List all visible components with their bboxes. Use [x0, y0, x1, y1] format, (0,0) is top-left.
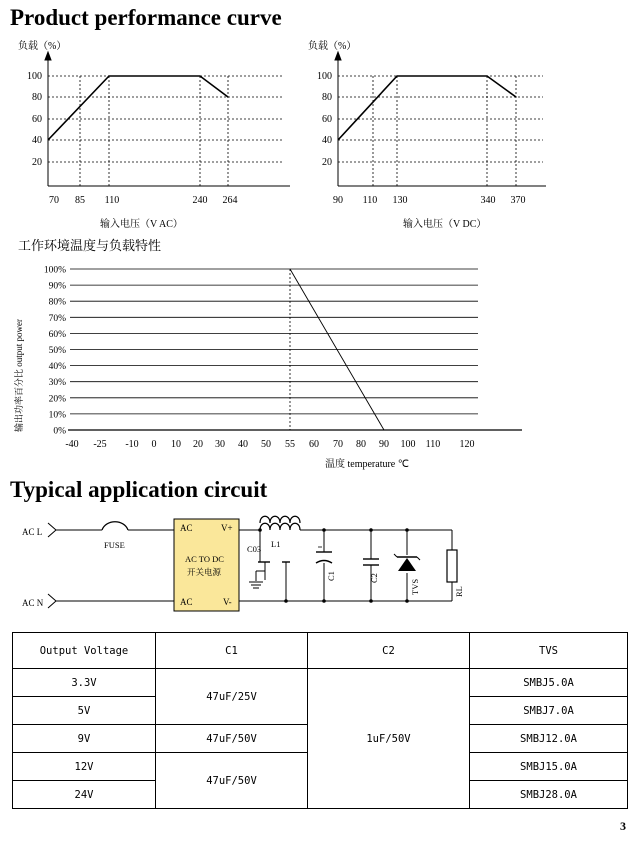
module-name-2: 开关电源	[187, 567, 222, 577]
dc-y-tick: 80	[322, 92, 332, 103]
module-vminus: V-	[223, 597, 232, 607]
table-header-cell: C1	[156, 633, 308, 669]
derating-x-tick: 0	[151, 439, 157, 450]
derating-y-tick: 100%	[43, 265, 66, 276]
ac-load-chart	[0, 30, 320, 240]
ac-chart-grid	[48, 76, 282, 186]
c03-label: C03	[247, 544, 262, 554]
derating-x-tick: 50	[261, 439, 271, 450]
circuit-junctions	[258, 528, 409, 603]
voltage-cell: 3.3V	[13, 669, 156, 697]
derating-x-tick: 30	[215, 439, 225, 450]
derating-x-tick: 120	[459, 439, 475, 450]
fuse-symbol	[102, 522, 128, 530]
derating-y-tick: 30%	[48, 378, 66, 389]
dc-chart-xlabel: 输入电压（V DC）	[403, 219, 487, 230]
table-header-row	[13, 633, 628, 669]
circuit-section-title: Typical application circuit	[10, 477, 268, 502]
module-vplus: V+	[221, 523, 233, 533]
table-row	[13, 669, 628, 697]
derating-x-tick: 110	[425, 439, 441, 450]
derating-y-tick: 20%	[48, 394, 66, 405]
dc-y-tick: 60	[322, 114, 332, 125]
page-number: 3	[620, 819, 626, 833]
dc-x-tick: 370	[510, 195, 526, 206]
derating-y-tick: 50%	[48, 346, 66, 356]
dc-load-curve	[338, 76, 516, 140]
c1-cell: 47uF/25V	[156, 669, 308, 725]
table-header-cell: TVS	[470, 633, 628, 669]
dc-x-tick: 110	[362, 195, 378, 206]
derating-chart-y-ticks	[44, 266, 66, 437]
derating-y-tick: 10%	[48, 410, 66, 421]
dc-load-chart	[300, 30, 620, 240]
derating-x-tick: 20	[193, 439, 203, 450]
load-resistor-symbol	[447, 550, 457, 582]
c2-capacitor-symbol	[363, 559, 379, 565]
ac-y-tick: 20	[32, 157, 42, 168]
dc-x-tick: 340	[480, 195, 496, 206]
acl-label: AC L	[22, 527, 43, 537]
ground-icon	[249, 582, 263, 588]
dc-y-tick: 40	[322, 135, 332, 146]
derating-chart-xlabel: 温度 temperature ℃	[325, 459, 409, 470]
derating-x-tick: 40	[238, 439, 248, 450]
tvs-cell: SMBJ5.0A	[470, 669, 628, 697]
acn-label: AC N	[22, 598, 44, 608]
ac-x-tick: 85	[75, 195, 85, 206]
derating-x-tick: -40	[65, 439, 79, 450]
tvs-diode-symbol	[394, 554, 420, 571]
dc-y-tick: 20	[322, 157, 332, 168]
ac-y-tick: 100	[27, 71, 42, 82]
dc-x-tick: 130	[392, 195, 408, 206]
tvs-cell: SMBJ15.0A	[470, 753, 628, 781]
derating-x-tick: 100	[400, 439, 416, 450]
ac-y-tick: 40	[32, 135, 42, 146]
c2-cell: 1uF/50V	[308, 669, 470, 809]
derating-chart-ylabel: 输出功率百分比 output power	[14, 319, 24, 432]
voltage-cell: 12V	[13, 753, 156, 781]
component-table	[12, 632, 628, 809]
ac-x-tick: 70	[49, 195, 59, 206]
table-header-cell: C2	[308, 633, 470, 669]
ac-x-tick: 110	[104, 195, 120, 206]
derating-x-tick: 10	[171, 439, 181, 450]
tvs-cell: SMBJ28.0A	[470, 781, 628, 809]
voltage-cell: 9V	[13, 725, 156, 753]
dc-chart-x-ticks	[333, 195, 526, 206]
derating-y-tick: 80%	[48, 297, 66, 308]
module-ac-bottom: AC	[180, 597, 193, 607]
voltage-cell: 24V	[13, 781, 156, 809]
derating-x-tick: 80	[356, 439, 366, 450]
derating-x-tick: 70	[333, 439, 343, 450]
derating-y-tick: 40%	[48, 362, 66, 373]
c1-cell: 47uF/50V	[156, 753, 308, 809]
derating-y-tick: 0%	[53, 426, 66, 437]
ac-load-curve	[48, 76, 228, 140]
performance-section-title: Product performance curve	[10, 5, 282, 30]
c2-label: C2	[369, 573, 379, 583]
tvs-cell: SMBJ12.0A	[470, 725, 628, 753]
fuse-label: FUSE	[104, 540, 125, 550]
application-circuit-diagram	[0, 505, 640, 625]
ac-chart-xlabel: 输入电压（V AC）	[100, 219, 183, 230]
ac-chart-y-ticks	[27, 71, 42, 168]
dc-chart-grid	[338, 76, 543, 186]
ac-chart-ylabel: 负载（%）	[18, 41, 67, 52]
dc-chart-ylabel: 负载（%）	[308, 41, 357, 52]
derating-x-tick: -25	[93, 439, 107, 450]
module-name-1: AC TO DC	[185, 554, 224, 564]
ac-x-tick: 264	[222, 195, 238, 206]
derating-x-tick: -10	[125, 439, 139, 450]
ac-chart-x-ticks	[49, 195, 238, 206]
voltage-cell: 5V	[13, 697, 156, 725]
c1-label: C1	[326, 571, 336, 581]
tvs-label: TVS	[410, 578, 420, 595]
derating-y-tick: 60%	[48, 329, 66, 340]
derating-chart-title: 工作环境温度与负载特性	[18, 238, 162, 253]
derating-x-tick: 90	[379, 439, 389, 450]
derating-x-tick: 55	[285, 439, 295, 450]
l1-label: L1	[271, 539, 281, 549]
dc-chart-y-ticks	[317, 71, 332, 168]
module-ac-top: AC	[180, 523, 193, 533]
derating-x-tick: 60	[309, 439, 319, 450]
c1-cell: 47uF/50V	[156, 725, 308, 753]
tvs-cell: SMBJ7.0A	[470, 697, 628, 725]
derating-chart-grid	[70, 269, 478, 430]
ac-y-tick: 80	[32, 92, 42, 103]
ac-y-tick: 60	[32, 114, 42, 125]
ac-x-tick: 240	[192, 195, 208, 206]
rl-label: RL	[454, 586, 464, 597]
inductor-l1-symbol	[260, 516, 300, 530]
derating-chart-x-ticks	[65, 439, 474, 450]
input-arrows	[48, 523, 56, 608]
table-header-cell: Output Voltage	[13, 633, 156, 669]
derating-y-tick: 90%	[48, 281, 66, 292]
temperature-derating-chart	[0, 232, 640, 472]
derating-y-tick: 70%	[48, 313, 66, 324]
dc-x-tick: 90	[333, 195, 343, 206]
dc-y-tick: 100	[317, 71, 332, 82]
